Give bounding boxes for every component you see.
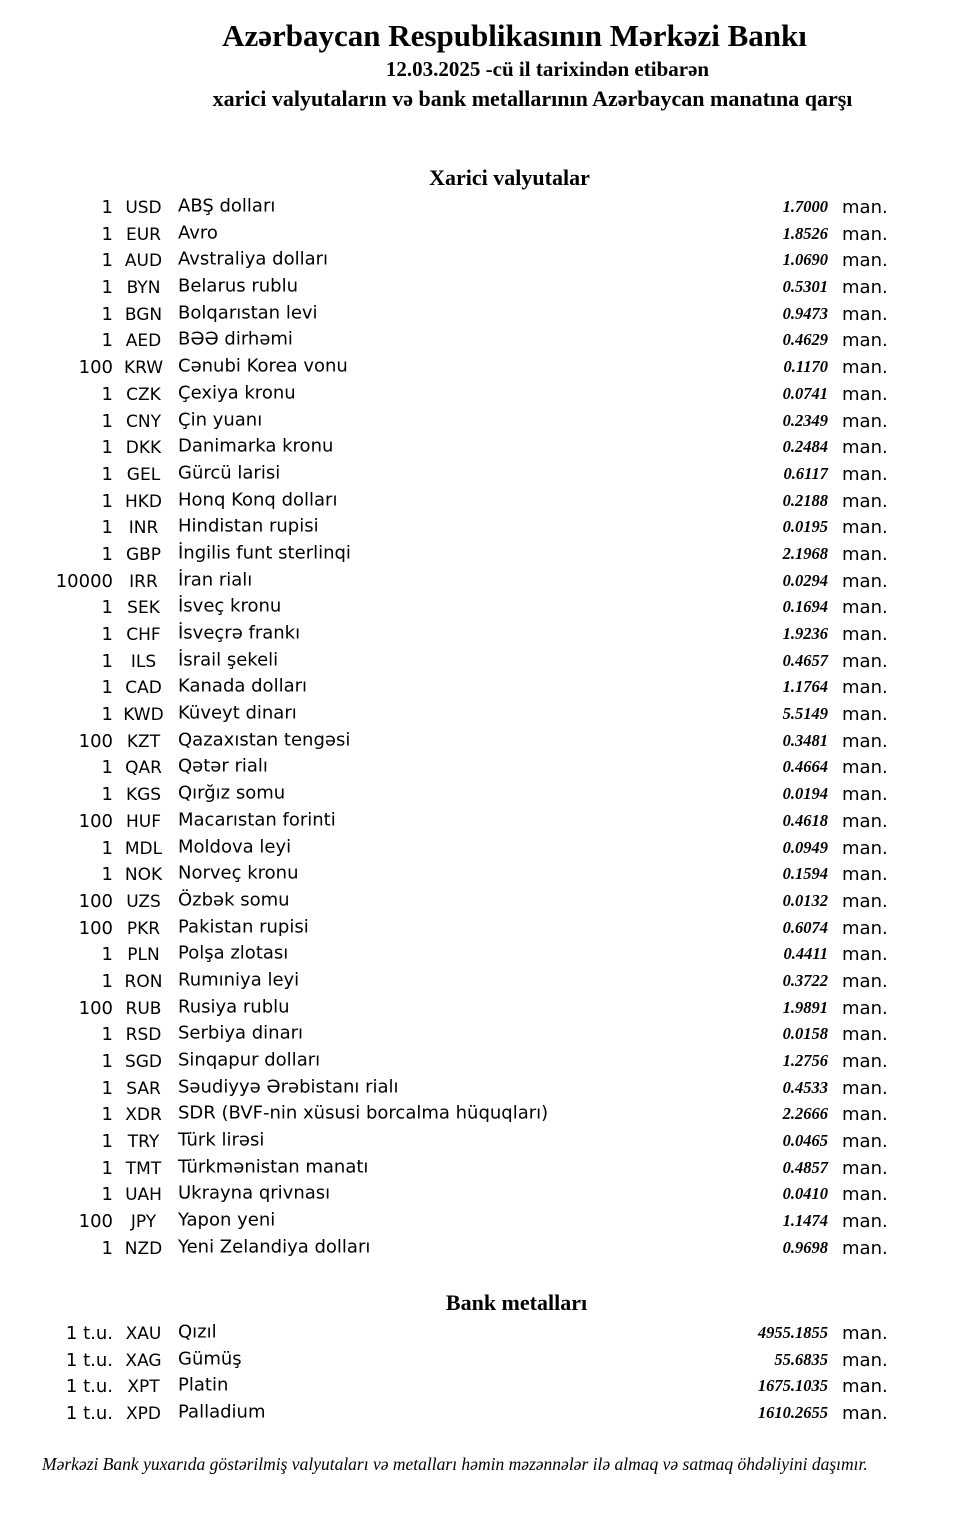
currency-code: KGS <box>125 785 162 806</box>
currency-name: BƏƏ dirhəmi <box>178 328 293 350</box>
table-row <box>0 729 969 756</box>
rate-value: 0.4411 <box>783 944 828 964</box>
section-title-metals: Bank metalları <box>445 1290 588 1315</box>
quantity-value: 1 <box>101 463 113 485</box>
unit-label: man. <box>842 463 888 485</box>
unit-label: man. <box>842 704 888 726</box>
currency-code: SEK <box>127 598 160 619</box>
currency-name: Qazaxıstan tengəsi <box>178 729 351 751</box>
rate-value: 1.8526 <box>782 223 828 243</box>
currency-name: İsveç kronu <box>178 595 282 617</box>
unit-label: man. <box>842 410 888 432</box>
currency-code: PKR <box>126 918 161 939</box>
currency-code: USD <box>125 198 162 218</box>
rate-value: 0.3481 <box>782 730 828 750</box>
currency-name: Avstraliya dolları <box>178 248 329 270</box>
currency-code: RSD <box>125 1025 162 1046</box>
page-title: Azərbaycan Respublikasının Mərkəzi Bankı <box>222 18 807 53</box>
unit-label: man. <box>842 1237 888 1259</box>
currency-name: Qətər rialı <box>178 755 268 777</box>
unit-label: man. <box>842 570 888 592</box>
rate-value: 0.4664 <box>782 757 828 777</box>
quantity-value: 1 <box>101 197 113 218</box>
rate-value: 1.2756 <box>782 1051 828 1070</box>
table-row <box>0 222 969 249</box>
table-row <box>0 1049 969 1076</box>
currency-name: Çin yuanı <box>178 409 263 430</box>
currency-name: Gürcü larisi <box>178 462 281 484</box>
currency-name: Səudiyyə Ərəbistanı rialı <box>178 1076 399 1098</box>
unit-label: man. <box>842 810 888 832</box>
table-row <box>0 782 969 809</box>
rate-value: 0.9698 <box>782 1237 828 1257</box>
currency-code: HKD <box>124 491 163 512</box>
currency-name: Pakistan rupisi <box>178 916 309 938</box>
unit-label: man. <box>842 357 888 379</box>
quantity-value: 1 <box>101 1131 113 1153</box>
currency-name: Hindistan rupisi <box>178 515 319 537</box>
currency-code: NZD <box>124 1238 163 1259</box>
currency-name: Norveç kronu <box>178 862 299 884</box>
unit-label: man. <box>842 1131 888 1153</box>
quantity-value: 1 <box>101 1237 113 1259</box>
table-row <box>0 1348 969 1375</box>
currency-code: RON <box>124 971 163 992</box>
table-row <box>0 462 969 489</box>
table-row <box>0 969 969 996</box>
unit-label: man. <box>842 970 888 992</box>
currency-code: GBP <box>125 544 162 565</box>
table-row <box>0 1182 969 1209</box>
unit-label: man. <box>842 1211 888 1233</box>
rate-value: 0.0132 <box>782 890 828 910</box>
unit-label: man. <box>842 864 888 886</box>
rate-value: 2.2666 <box>782 1104 828 1124</box>
unit-label: man. <box>842 223 888 245</box>
table-row <box>0 1401 969 1428</box>
quantity-value: 100 <box>78 810 113 832</box>
currency-name: SDR (BVF-nin xüsusi borcalma hüquqları) <box>178 1102 549 1124</box>
quantity-value: 1 <box>101 1184 113 1206</box>
quantity-value: 1 <box>101 837 113 859</box>
table-row <box>0 649 969 676</box>
table-row <box>0 836 969 863</box>
currency-code: GEL <box>126 464 161 485</box>
table-row <box>0 542 969 569</box>
unit-label: man. <box>842 517 888 539</box>
rate-value: 55.6835 <box>774 1349 828 1369</box>
unit-label: man. <box>842 1184 888 1206</box>
quantity-value: 1 t.u. <box>65 1349 113 1371</box>
currency-code: XPT <box>127 1377 160 1398</box>
table-row <box>0 302 969 329</box>
subtitle: xarici valyutaların və bank metallarının Azərbaycan manatına qarşı <box>212 86 853 111</box>
quantity-value: 100 <box>78 890 113 912</box>
effective-date-line: 12.03.2025 -cü il tarixindən etibarən <box>385 57 710 81</box>
currency-name: Sinqapur dolları <box>178 1049 321 1071</box>
currency-code: XAU <box>125 1324 162 1344</box>
unit-label: man. <box>842 1077 888 1099</box>
currency-name: Ukrayna qrivnası <box>178 1182 331 1204</box>
table-row <box>0 248 969 275</box>
unit-label: man. <box>842 303 888 325</box>
currency-name: Macarıstan forinti <box>178 809 336 831</box>
table-row <box>0 862 969 889</box>
unit-label: man. <box>842 1349 888 1371</box>
rate-value: 1.9236 <box>782 624 828 643</box>
currency-code: KWD <box>123 705 164 726</box>
table-row <box>0 1236 969 1263</box>
quantity-value: 1 <box>101 1104 113 1126</box>
rate-value: 0.9473 <box>782 303 828 323</box>
unit-label: man. <box>842 597 888 619</box>
unit-label: man. <box>842 250 888 272</box>
currency-name: İran rialı <box>178 569 253 591</box>
rate-value: 1.0690 <box>782 250 828 270</box>
currency-code: KZT <box>126 731 161 752</box>
rate-value: 0.3722 <box>782 970 828 990</box>
table-row <box>0 1102 969 1129</box>
rate-value: 0.4629 <box>782 330 828 350</box>
rate-value: 0.0949 <box>782 837 828 857</box>
currency-name: Rumıniya leyi <box>178 969 300 991</box>
quantity-value: 1 <box>101 490 113 512</box>
section-title-currencies: Xarici valyutalar <box>429 165 590 190</box>
currency-code: CZK <box>126 384 161 405</box>
unit-label: man. <box>842 330 888 352</box>
quantity-value: 1 <box>101 330 113 352</box>
currency-name: Serbiya dinarı <box>178 1022 303 1044</box>
currency-name: Avro <box>178 222 218 244</box>
currency-code: QAR <box>125 758 162 779</box>
quantity-value: 1 <box>101 1024 113 1046</box>
currency-code: CNY <box>126 411 161 432</box>
currency-name: İngilis funt sterlinqi <box>178 542 351 564</box>
currency-code: XAG <box>125 1350 162 1371</box>
rate-value: 0.6117 <box>783 463 828 483</box>
table-row <box>0 675 969 702</box>
currency-code: SGD <box>124 1052 163 1072</box>
currency-name: Qızıl <box>178 1321 217 1343</box>
rate-value: 0.6074 <box>782 917 828 937</box>
quantity-value: 100 <box>78 1211 113 1233</box>
rate-value: 0.0294 <box>782 570 828 590</box>
table-row <box>0 1076 969 1103</box>
rate-value: 4955.1855 <box>757 1323 828 1342</box>
quantity-value: 100 <box>78 730 113 752</box>
currency-name: Cənubi Korea vonu <box>178 355 348 377</box>
quantity-value: 1 <box>101 543 113 565</box>
unit-label: man. <box>842 890 888 912</box>
rate-value: 0.0410 <box>782 1184 828 1204</box>
quantity-value: 1 <box>101 410 113 432</box>
table-row <box>0 595 969 622</box>
unit-label: man. <box>842 1376 888 1398</box>
table-row <box>0 355 969 382</box>
quantity-value: 10000 <box>55 570 113 592</box>
rate-value: 0.0465 <box>782 1131 828 1151</box>
rate-value: 1.1474 <box>782 1211 828 1231</box>
table-row <box>0 1156 969 1183</box>
currency-code: SAR <box>126 1078 161 1099</box>
table-row <box>0 622 969 649</box>
currency-code: EUR <box>126 224 161 245</box>
quantity-value: 1 <box>101 1077 113 1099</box>
currency-name: Türk lirəsi <box>178 1129 265 1151</box>
table-row <box>0 275 969 302</box>
rate-value: 2.1968 <box>782 543 828 563</box>
currency-name: Palladium <box>178 1401 266 1423</box>
currency-name: Belarus rublu <box>178 275 299 297</box>
unit-label: man. <box>842 490 888 512</box>
quantity-value: 1 <box>101 383 113 405</box>
currency-name: Danimarka kronu <box>178 435 334 457</box>
rate-value: 0.2349 <box>782 410 828 430</box>
quantity-value: 1 <box>101 944 113 966</box>
table-row <box>0 755 969 782</box>
currency-code: XPD <box>126 1404 161 1425</box>
currency-code: AED <box>125 331 162 352</box>
quantity-value: 100 <box>78 997 113 1019</box>
currency-code: JPY <box>130 1212 157 1233</box>
quantity-value: 1 <box>101 250 113 272</box>
table-row <box>0 1209 969 1236</box>
quantity-value: 1 <box>101 704 113 726</box>
rate-value: 0.1594 <box>782 864 828 884</box>
rate-value: 0.2188 <box>782 490 828 510</box>
rate-value: 0.4857 <box>782 1157 828 1177</box>
currency-code: KRW <box>123 358 164 379</box>
rate-value: 0.4618 <box>782 810 828 830</box>
unit-label: man. <box>842 677 888 699</box>
currency-code: DKK <box>125 438 162 459</box>
rate-value: 0.4533 <box>782 1077 828 1097</box>
table-row <box>0 889 969 916</box>
currency-code: ILS <box>130 651 157 672</box>
currency-name: Türkmənistan manatı <box>178 1156 369 1178</box>
unit-label: man. <box>842 917 888 939</box>
unit-label: man. <box>842 650 888 672</box>
rate-value: 0.0158 <box>782 1024 828 1044</box>
quantity-value: 1 <box>101 624 113 645</box>
quantity-value: 1 t.u. <box>65 1376 113 1398</box>
currency-name: Çexiya kronu <box>178 382 296 404</box>
table-row <box>0 1022 969 1049</box>
currency-name: İsrail şekeli <box>178 649 279 671</box>
currency-code: XDR <box>125 1105 162 1126</box>
currency-name: Rusiya rublu <box>178 996 290 1018</box>
currency-code: TMT <box>125 1158 162 1179</box>
currency-name: ABŞ dolları <box>178 195 276 217</box>
currency-code: UAH <box>125 1185 162 1206</box>
quantity-value: 100 <box>78 357 113 379</box>
currency-name: Özbək somu <box>178 889 290 911</box>
unit-label: man. <box>842 837 888 859</box>
currency-code: IRR <box>129 571 158 592</box>
quantity-value: 1 <box>101 1051 113 1072</box>
currency-code: AUD <box>124 251 163 272</box>
currency-name: Yapon yeni <box>178 1209 276 1231</box>
currency-code: BYN <box>126 278 161 299</box>
table-row <box>0 996 969 1023</box>
disclaimer-text: Mərkəzi Bank yuxarıda göstərilmiş valyutaları və metalları həmin məzənnələr ilə almaq və satmaq öhdəliyini daşımır. <box>42 1454 868 1474</box>
currency-code: CHF <box>126 625 161 645</box>
table-row <box>0 489 969 516</box>
currency-code: BGN <box>124 304 163 325</box>
quantity-value: 1 <box>101 437 113 459</box>
currency-name: Qırğız somu <box>178 782 286 804</box>
table-row <box>0 916 969 943</box>
currency-name: İsveçrə frankı <box>178 622 301 644</box>
quantity-value: 1 t.u. <box>65 1403 113 1425</box>
quantity-value: 1 <box>101 303 113 325</box>
table-row <box>0 809 969 836</box>
quantity-value: 1 <box>101 970 113 992</box>
unit-label: man. <box>842 543 888 565</box>
unit-label: man. <box>842 944 888 966</box>
quantity-value: 1 <box>101 223 113 245</box>
rate-value: 0.5301 <box>782 277 828 297</box>
unit-label: man. <box>842 784 888 806</box>
rate-value: 0.1170 <box>783 357 828 377</box>
quantity-value: 1 <box>101 517 113 539</box>
rate-value: 0.1694 <box>782 597 828 617</box>
quantity-value: 100 <box>78 917 113 939</box>
quantity-value: 1 <box>101 597 113 619</box>
table-row <box>0 409 969 436</box>
unit-label: man. <box>842 1051 888 1072</box>
quantity-value: 1 <box>101 1157 113 1179</box>
table-row <box>0 515 969 542</box>
unit-label: man. <box>842 1403 888 1425</box>
currency-code: PLN <box>127 945 160 966</box>
metals-table <box>0 1321 969 1428</box>
unit-label: man. <box>842 997 888 1019</box>
rate-value: 1610.2655 <box>757 1403 828 1423</box>
unit-label: man. <box>842 624 888 645</box>
quantity-value: 1 <box>101 677 113 699</box>
table-row <box>0 435 969 462</box>
currency-code: NOK <box>124 865 163 886</box>
unit-label: man. <box>842 277 888 299</box>
currency-name: Polşa zlotası <box>178 942 289 964</box>
rate-value: 5.5149 <box>782 704 828 724</box>
quantity-value: 1 <box>101 784 113 806</box>
table-row <box>0 942 969 969</box>
quantity-value: 1 <box>101 864 113 886</box>
currency-name: Moldova leyi <box>178 836 292 857</box>
currency-code: RUB <box>125 998 162 1019</box>
currency-code: UZS <box>126 891 161 912</box>
table-row <box>0 195 969 222</box>
rate-value: 0.0194 <box>782 784 828 804</box>
currency-code: TRY <box>127 1132 160 1153</box>
currency-table <box>0 195 969 1263</box>
currency-name: Kanada dolları <box>178 675 308 697</box>
unit-label: man. <box>842 1104 888 1126</box>
unit-label: man. <box>842 1323 888 1344</box>
rate-value: 1.9891 <box>782 997 828 1017</box>
currency-code: CAD <box>125 678 162 699</box>
currency-name: Honq Konq dolları <box>178 489 338 511</box>
currency-code: MDL <box>124 838 163 859</box>
currency-name: Gümüş <box>178 1348 242 1370</box>
unit-label: man. <box>842 1157 888 1179</box>
table-row <box>0 1321 969 1348</box>
unit-label: man. <box>842 383 888 405</box>
currency-name: Küveyt dinarı <box>178 702 297 724</box>
unit-label: man. <box>842 437 888 459</box>
rate-value: 0.2484 <box>782 437 828 457</box>
table-row <box>0 702 969 729</box>
table-row <box>0 328 969 355</box>
unit-label: man. <box>842 197 888 218</box>
quantity-value: 1 <box>101 757 113 779</box>
unit-label: man. <box>842 757 888 779</box>
rate-value: 0.0741 <box>782 383 828 403</box>
table-row <box>0 382 969 409</box>
quantity-value: 1 <box>101 277 113 299</box>
currency-name: Platin <box>178 1374 229 1396</box>
table-row <box>0 1374 969 1401</box>
quantity-value: 1 <box>101 650 113 672</box>
rate-value: 1.1764 <box>782 677 828 697</box>
unit-label: man. <box>842 1024 888 1046</box>
rate-value: 1675.1035 <box>757 1376 828 1396</box>
rate-value: 0.4657 <box>782 650 828 670</box>
unit-label: man. <box>842 730 888 752</box>
rate-value: 1.7000 <box>782 197 828 216</box>
rate-value: 0.0195 <box>782 517 828 537</box>
currency-code: INR <box>128 518 159 539</box>
currency-name: Yeni Zelandiya dolları <box>178 1236 371 1258</box>
table-row <box>0 1129 969 1156</box>
currency-code: HUF <box>125 811 161 832</box>
table-row <box>0 569 969 596</box>
quantity-value: 1 t.u. <box>65 1323 113 1344</box>
currency-name: Bolqarıstan levi <box>178 302 318 324</box>
